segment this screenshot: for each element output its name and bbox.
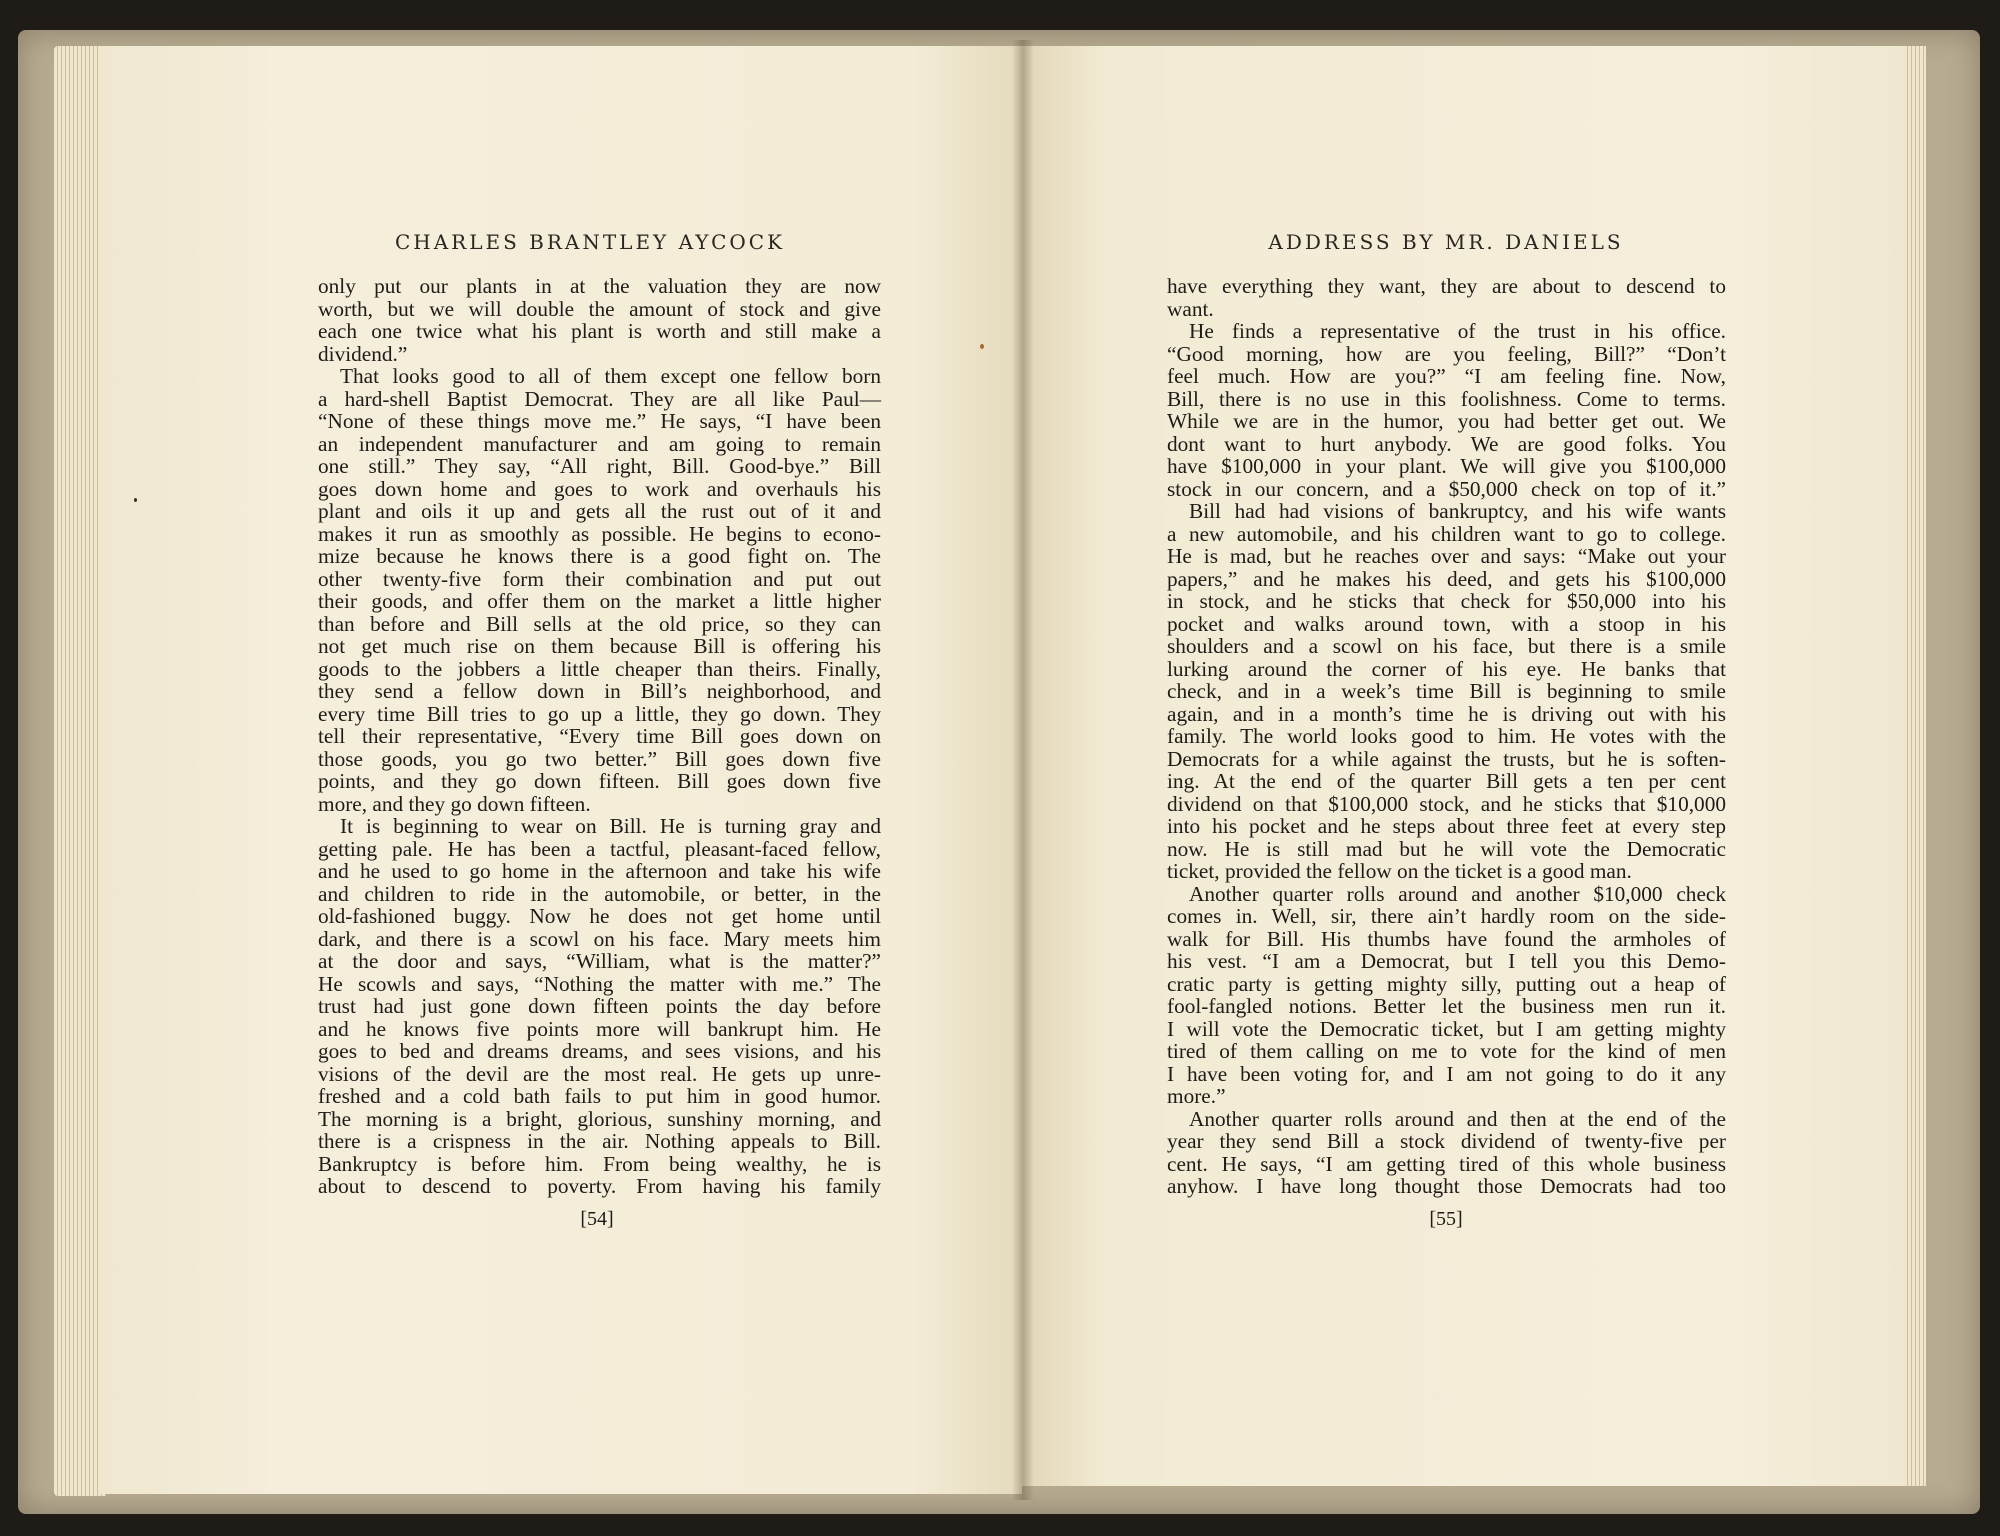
text-line: their goods, and offer them on the market a little higher (318, 589, 881, 613)
text-line: every time Bill tries to go up a little, they go down. They (318, 701, 881, 726)
text-line: cratic party is getting mighty silly, putting out a heap of (1167, 971, 1726, 996)
text-line: feel much. How are you?” “I am feeling fine. Now, (1167, 364, 1726, 388)
text-line: stock in our concern, and a $50,000 check on top of it.” (1167, 476, 1726, 501)
text-line: year they send Bill a stock dividend of twenty-five per (1167, 1129, 1726, 1153)
text-line: they send a fellow down in Bill’s neighborhood, and (318, 679, 881, 703)
text-line: shoulders and a scowl on his face, but there is a smile (1167, 634, 1726, 658)
text-line: tired of them calling on me to vote for the kind of men (1167, 1039, 1726, 1063)
text-line: He scowls and says, “Nothing the matter with me.” The (318, 971, 881, 996)
book-gutter (1012, 40, 1034, 1500)
text-line: cent. He says, “I am getting tired of this whole business (1167, 1151, 1726, 1176)
text-line: have everything they want, they are about to descend to (1167, 274, 1726, 298)
text-line: trust had just gone down fifteen points the day before (318, 994, 881, 1018)
text-line: one still.” They say, “All right, Bill. Good-bye.” Bill (318, 454, 881, 478)
text-line: there is a crispness in the air. Nothing appeals to Bill. (318, 1129, 881, 1153)
text-line: than before and Bill sells at the old price, so they can (318, 611, 881, 636)
text-line: at the door and says, “William, what is the matter?” (318, 949, 881, 973)
text-line: family. The world looks good to him. He votes with the (1167, 724, 1726, 748)
text-line: again, and in a month’s time he is driving out with his (1167, 701, 1726, 726)
paper-speck (980, 344, 984, 349)
right-page-text (1167, 275, 1726, 1198)
text-line: That looks good to all of them except one fellow born (340, 364, 881, 388)
text-line: each one twice what his plant is worth and still make a (318, 319, 881, 343)
paper-speck (134, 498, 137, 502)
text-line: about to descend to poverty. From having his family (318, 1174, 881, 1198)
text-line: now. He is still mad but he will vote the Democratic (1167, 836, 1726, 861)
text-line: more.” (1167, 1084, 1226, 1108)
text-line: goes down home and goes to work and overhauls his (318, 476, 881, 501)
text-line: Bill had had visions of bankruptcy, and his wife wants (1189, 499, 1726, 523)
text-line: fool-fangled notions. Better let the business men run it. (1167, 994, 1726, 1018)
text-line: I have been voting for, and I am not going to do it any (1167, 1061, 1726, 1086)
text-line: anyhow. I have long thought those Democrats had too (1167, 1174, 1726, 1198)
text-line: dividend on that $100,000 stock, and he sticks that $10,000 (1167, 791, 1726, 816)
text-line: in stock, and he sticks that check for $50,000 into his (1167, 589, 1726, 613)
text-line: points, and they go down fifteen. Bill goes down five (318, 769, 881, 793)
text-line: dark, and there is a scowl on his face. Mary meets him (318, 926, 881, 951)
text-line: dont want to hurt anybody. We are good folks. You (1167, 431, 1726, 456)
text-line: “None of these things move me.” He says, “I have been (318, 409, 881, 433)
text-line: more, and they go down fifteen. (318, 791, 591, 816)
text-line: He is mad, but he reaches over and says: “Make out your (1167, 544, 1726, 568)
text-line: have $100,000 in your plant. We will give you $100,000 (1167, 454, 1726, 478)
text-line: and he used to go home in the afternoon and take his wife (318, 859, 881, 883)
text-line: worth, but we will double the amount of stock and give (318, 296, 881, 321)
text-line: an independent manufacturer and am going to remain (318, 431, 881, 456)
text-line: While we are in the humor, you had better get out. We (1167, 409, 1726, 433)
text-line: getting pale. He has been a tactful, pleasant-faced fellow, (318, 836, 881, 861)
left-running-head: CHARLES BRANTLEY AYCOCK (394, 230, 786, 254)
text-line: check, and in a week’s time Bill is beginning to smile (1167, 679, 1726, 703)
text-line: and children to ride in the automobile, or better, in the (318, 881, 881, 906)
text-line: freshed and a cold bath fails to put him in good humor. (318, 1084, 881, 1108)
text-line: those goods, you go two better.” Bill goes down five (318, 746, 881, 771)
right-page-number: [55] (1429, 1208, 1463, 1230)
text-line: lurking around the corner of his eye. He banks that (1167, 656, 1726, 681)
text-line: Another quarter rolls around and another $10,000 check (1189, 881, 1726, 906)
text-line: ticket, provided the fellow on the ticket is a good man. (1167, 859, 1632, 883)
text-line: walk for Bill. His thumbs have found the armholes of (1167, 926, 1726, 951)
left-page-number: [54] (580, 1208, 614, 1230)
left-page-text (318, 275, 881, 1198)
text-line: It is beginning to wear on Bill. He is turning gray and (340, 814, 881, 838)
text-line: He finds a representative of the trust in his office. (1189, 319, 1726, 343)
text-line: tell their representative, “Every time Bill goes down on (318, 724, 881, 748)
left-page-edges (54, 46, 106, 1496)
text-line: pocket and walks around town, with a stoop in his (1167, 611, 1726, 636)
text-line: ing. At the end of the quarter Bill gets a ten per cent (1167, 769, 1726, 793)
text-line: old-fashioned buggy. Now he does not get home until (318, 904, 881, 928)
text-line: goods to the jobbers a little cheaper than theirs. Finally, (318, 656, 881, 681)
text-line: into his pocket and he steps about three feet at every step (1167, 814, 1726, 838)
text-line: only put our plants in at the valuation they are now (318, 274, 881, 298)
text-line: papers,” and he makes his deed, and gets his $100,000 (1167, 566, 1726, 591)
text-line: and he knows five points more will bankrupt him. He (318, 1016, 881, 1041)
right-running-head: ADDRESS BY MR. DANIELS (1268, 230, 1624, 254)
text-line: I will vote the Democratic ticket, but I am getting mighty (1167, 1016, 1726, 1041)
text-line: makes it run as smoothly as possible. He begins to econo- (318, 521, 881, 546)
text-line: Bill, there is no use in this foolishness. Come to terms. (1167, 386, 1726, 411)
text-line: comes in. Well, sir, there ain’t hardly room on the side- (1167, 904, 1726, 928)
text-line: his vest. “I am a Democrat, but I tell you this Demo- (1167, 949, 1726, 973)
text-line: not get much rise on them because Bill is offering his (318, 634, 881, 658)
text-line: Democrats for a while against the trusts, but he is soften- (1167, 746, 1726, 771)
text-line: Bankruptcy is before him. From being wealthy, he is (318, 1151, 881, 1176)
text-line: dividend.” (318, 341, 408, 366)
text-line: visions of the devil are the most real. He gets up unre- (318, 1061, 881, 1086)
text-line: want. (1167, 296, 1214, 321)
text-line: other twenty-five form their combination and put out (318, 566, 881, 591)
text-line: plant and oils it up and gets all the rust out of it and (318, 499, 881, 523)
text-line: Another quarter rolls around and then at the end of the (1189, 1106, 1726, 1131)
text-line: The morning is a bright, glorious, sunshiny morning, and (318, 1106, 881, 1131)
text-line: goes to bed and dreams dreams, and sees visions, and his (318, 1039, 881, 1063)
text-line: a new automobile, and his children want to go to college. (1167, 521, 1726, 546)
text-line: “Good morning, how are you feeling, Bill?” “Don’t (1167, 341, 1726, 366)
text-line: mize because he knows there is a good fight on. The (318, 544, 881, 568)
text-line: a hard-shell Baptist Democrat. They are all like Paul— (318, 386, 881, 411)
